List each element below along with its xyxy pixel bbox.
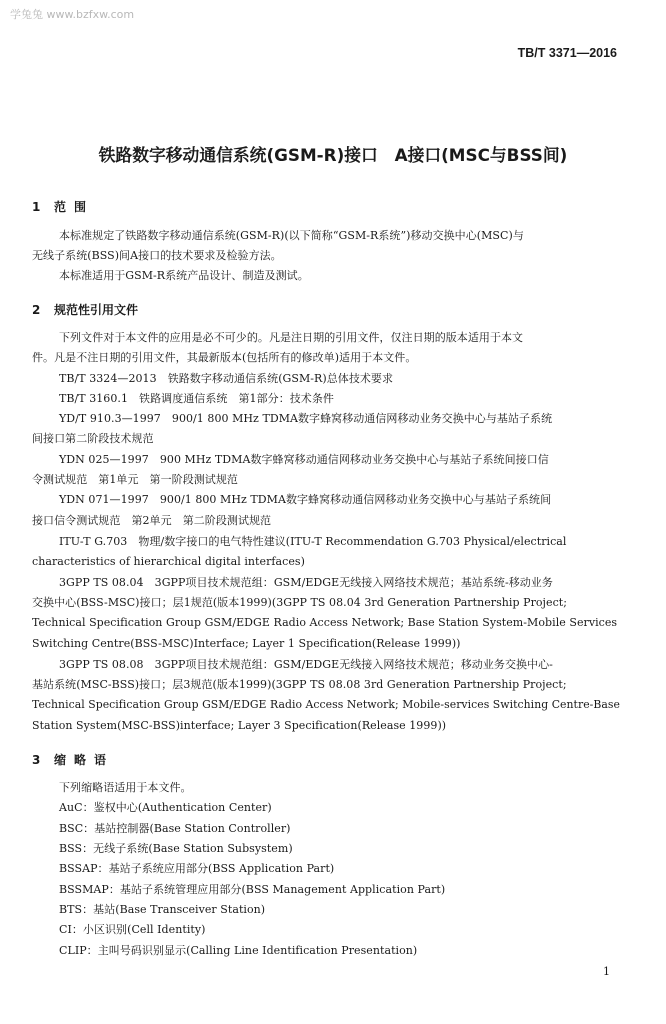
section-number: 2 xyxy=(32,303,41,317)
reference-line: 间接口第二阶段技术规范 xyxy=(32,432,154,445)
section-heading xyxy=(32,198,94,215)
reference-line: Station System(MSC-BSS)interface; Layer 3 Specification(Release 1999)) xyxy=(32,719,447,732)
abbreviation-line: BSSMAP：基站子系统管理应用部分(BSS Management Application Part) xyxy=(59,883,446,896)
abbreviation-line: BSC：基站控制器(Base Station Controller) xyxy=(59,822,291,835)
reference-line: 令测试规范 第1单元 第一阶段测试规范 xyxy=(32,473,238,486)
reference-line: characteristics of hierarchical digital interfaces) xyxy=(32,555,305,568)
abbreviation-line: CI：小区识别(Cell Identity) xyxy=(59,923,206,936)
section-heading xyxy=(32,751,114,768)
reference-line: YDN 025—1997 900 MHz TDMA数字蜂窝移动通信网移动业务交换中心与基站子系统间接口信 xyxy=(59,453,549,466)
reference-line: 接口信令测试规范 第2单元 第二阶段测试规范 xyxy=(32,514,272,527)
reference-line: YDN 071—1997 900/1 800 MHz TDMA数字蜂窝移动通信网移动业务交换中心与基站子系统间 xyxy=(59,493,552,506)
abbreviation-line: BSS：无线子系统(Base Station Subsystem) xyxy=(59,842,293,855)
paragraph-line: 本标准规定了铁路数字移动通信系统(GSM-R)(以下简称“GSM-R系统”)移动交换中心(MSC)与 xyxy=(59,229,524,242)
reference-line: Technical Specification Group GSM/EDGE Radio Access Network; Mobile-services Switching Centre-Base xyxy=(32,698,620,711)
paragraph-line: 下列缩略语适用于本文件。 xyxy=(59,781,192,794)
section-title: 范围 xyxy=(54,200,95,214)
paragraph-line: 件。凡是不注日期的引用文件，其最新版本(包括所有的修改单)适用于本文件。 xyxy=(32,351,417,364)
reference-line: YD/T 910.3—1997 900/1 800 MHz TDMA数字蜂窝移动通信网移动业务交换中心与基站子系统 xyxy=(59,412,553,425)
section-heading xyxy=(32,301,138,318)
document-title: 铁路数字移动通信系统(GSM-R)接口 A接口(MSC与BSS间) xyxy=(98,145,568,165)
reference-line: 基站系统(MSC-BSS)接口；层3规范(版本1999)(3GPP TS 08.08 3rd Generation Partnership Project; xyxy=(32,678,567,691)
reference-line: Switching Centre(BSS-MSC)Interface; Layer 1 Specification(Release 1999)) xyxy=(32,637,461,650)
watermark: 学兔兔 www.bzfxw.com xyxy=(10,8,135,21)
reference-line: Technical Specification Group GSM/EDGE Radio Access Network; Base Station System-Mobile Services xyxy=(32,616,618,629)
reference-line: 3GPP TS 08.04 3GPP项目技术规范组：GSM/EDGE无线接入网络技术规范；基站系统-移动业务 xyxy=(59,576,553,589)
section-number: 1 xyxy=(32,200,41,214)
standard-code: TB/T 3371—2016 xyxy=(517,46,617,60)
abbreviation-line: BSSAP：基站子系统应用部分(BSS Application Part) xyxy=(59,862,335,875)
paragraph-line: 无线子系统(BSS)间A接口的技术要求及检验方法。 xyxy=(32,249,282,262)
section-title: 缩略语 xyxy=(54,753,115,767)
reference-line: ITU-T G.703 物理/数字接口的电气特性建议(ITU-T Recommendation G.703 Physical/electrical xyxy=(59,535,567,548)
reference-line: 3GPP TS 08.08 3GPP项目技术规范组：GSM/EDGE无线接入网络技术规范；移动业务交换中心- xyxy=(59,658,553,671)
abbreviation-line: BTS：基站(Base Transceiver Station) xyxy=(59,903,266,916)
reference-line: 交换中心(BSS-MSC)接口；层1规范(版本1999)(3GPP TS 08.04 3rd Generation Partnership Project; xyxy=(32,596,568,609)
reference-line: TB/T 3324—2013 铁路数字移动通信系统(GSM-R)总体技术要求 xyxy=(59,372,394,385)
abbreviation-line: CLIP：主叫号码识别显示(Calling Line Identification Presentation) xyxy=(59,944,418,957)
paragraph-line: 本标准适用于GSM-R系统产品设计、制造及测试。 xyxy=(59,269,309,282)
paragraph-line: 下列文件对于本文件的应用是必不可少的。凡是注日期的引用文件，仅注日期的版本适用于本文 xyxy=(59,331,524,344)
reference-line: TB/T 3160.1 铁路调度通信系统 第1部分：技术条件 xyxy=(59,392,334,405)
abbreviation-line: AuC：鉴权中心(Authentication Center) xyxy=(59,801,272,814)
section-number: 3 xyxy=(32,753,41,767)
page-number: 1 xyxy=(603,965,610,978)
section-title: 规范性引用文件 xyxy=(54,303,139,317)
